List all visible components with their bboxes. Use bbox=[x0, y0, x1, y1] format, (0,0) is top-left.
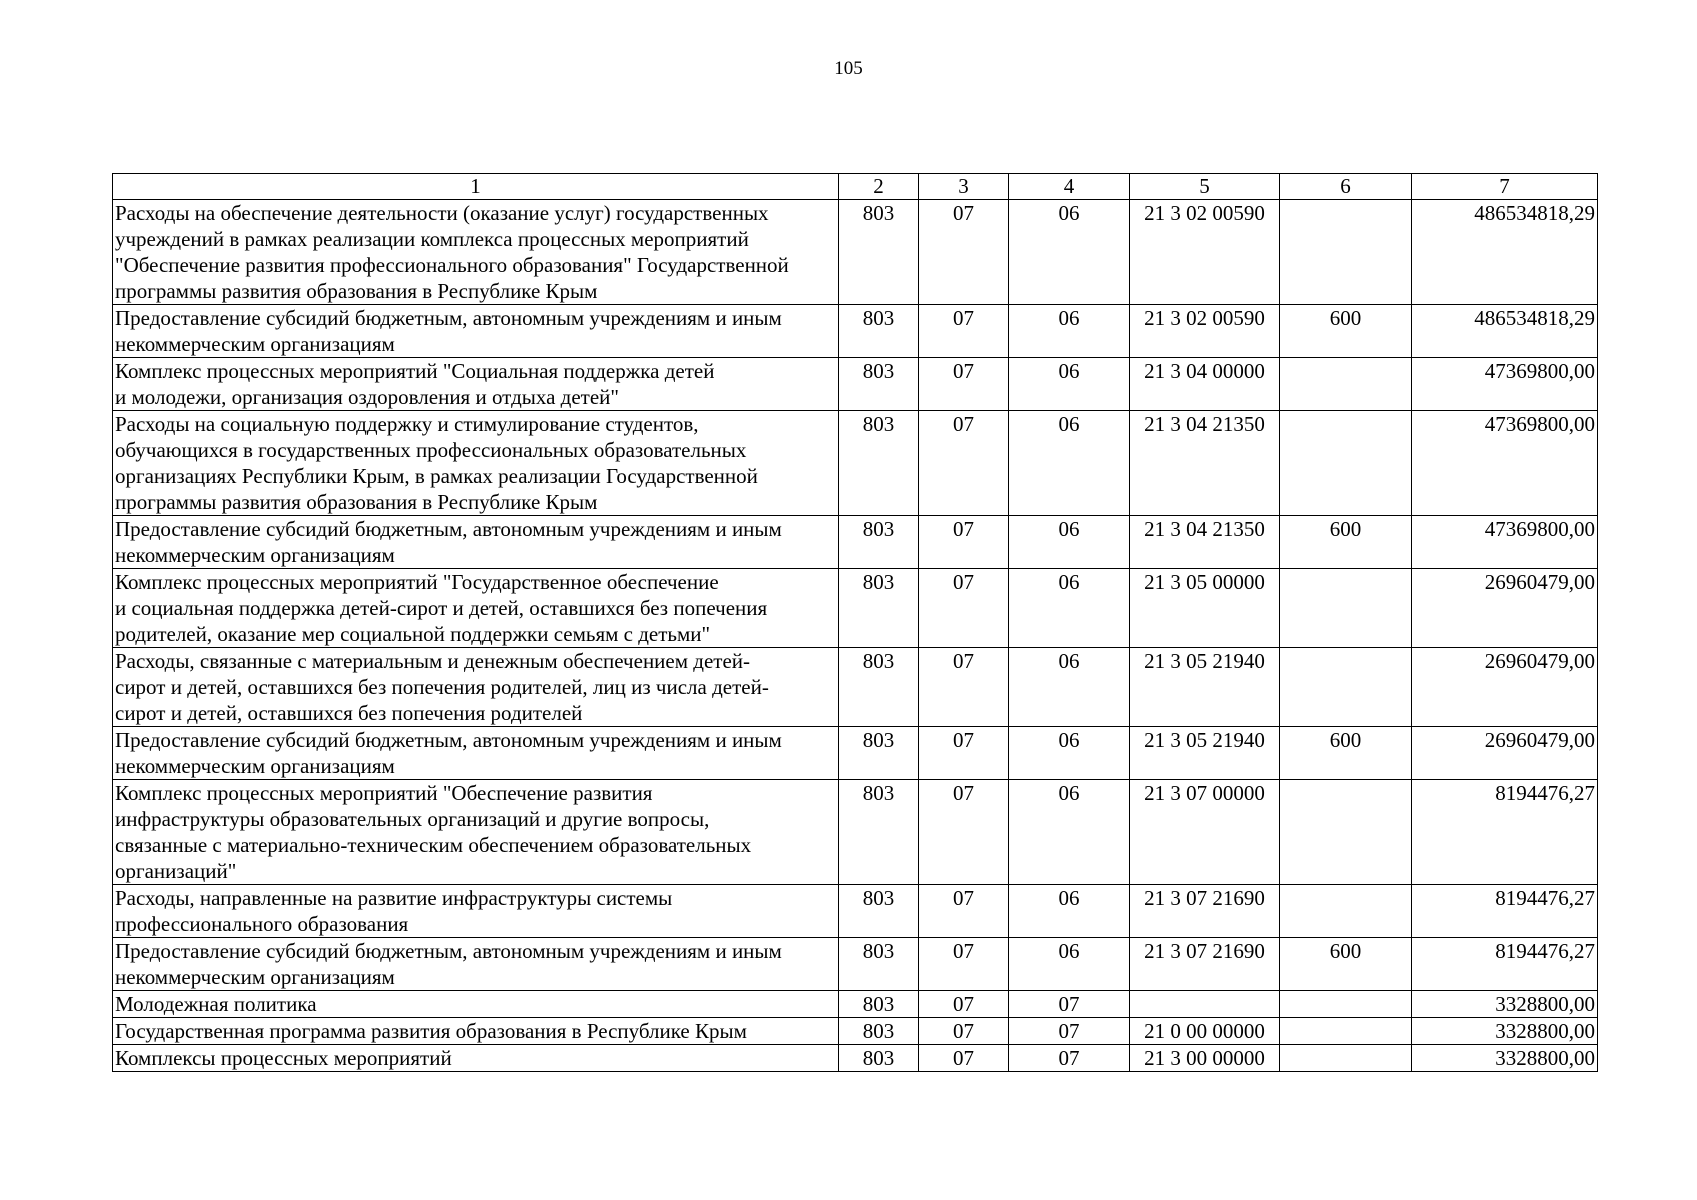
cell-amount: 486534818,29 bbox=[1412, 200, 1598, 305]
cell-ministry-code: 803 bbox=[839, 305, 919, 358]
cell-expense-type bbox=[1280, 569, 1412, 648]
cell-ministry-code: 803 bbox=[839, 411, 919, 516]
cell-amount: 26960479,00 bbox=[1412, 569, 1598, 648]
table-row bbox=[113, 727, 1598, 780]
row-description: Расходы на социальную поддержку и стимулирование студентов, обучающихся в государственных профессиональных образовательных организациях Республики Крым, в рамках реализации Государственной программы развития образования в Республике Крым bbox=[113, 411, 839, 516]
cell-subsection: 07 bbox=[1009, 1045, 1130, 1072]
page-number: 105 bbox=[834, 58, 863, 79]
table-row bbox=[113, 305, 1598, 358]
table-row bbox=[113, 358, 1598, 411]
column-header: 4 bbox=[1009, 174, 1130, 200]
cell-amount: 26960479,00 bbox=[1412, 648, 1598, 727]
cell-target-article: 21 3 05 21940 bbox=[1130, 648, 1280, 727]
cell-target-article: 21 3 05 00000 bbox=[1130, 569, 1280, 648]
cell-subsection: 06 bbox=[1009, 411, 1130, 516]
cell-section: 07 bbox=[919, 358, 1009, 411]
cell-expense-type: 600 bbox=[1280, 305, 1412, 358]
cell-expense-type: 600 bbox=[1280, 516, 1412, 569]
table-row bbox=[113, 648, 1598, 727]
cell-subsection: 06 bbox=[1009, 516, 1130, 569]
cell-expense-type bbox=[1280, 358, 1412, 411]
cell-subsection: 07 bbox=[1009, 991, 1130, 1018]
cell-subsection: 06 bbox=[1009, 885, 1130, 938]
cell-ministry-code: 803 bbox=[839, 569, 919, 648]
cell-section: 07 bbox=[919, 411, 1009, 516]
cell-target-article: 21 3 04 21350 bbox=[1130, 411, 1280, 516]
row-description: Комплекс процессных мероприятий "Социальная поддержка детей и молодежи, организация оздоровления и отдыха детей" bbox=[113, 358, 839, 411]
row-description: Предоставление субсидий бюджетным, автономным учреждениям и иным некоммерческим организациям bbox=[113, 516, 839, 569]
cell-amount: 3328800,00 bbox=[1412, 1045, 1598, 1072]
cell-expense-type: 600 bbox=[1280, 938, 1412, 991]
column-header: 6 bbox=[1280, 174, 1412, 200]
table-row bbox=[113, 1045, 1598, 1072]
row-description: Комплекс процессных мероприятий "Обеспечение развития инфраструктуры образовательных организаций и другие вопросы, связанные с материально-техническим обеспечением образовательных организаций" bbox=[113, 780, 839, 885]
row-description: Расходы, связанные с материальным и денежным обеспечением детей- сирот и детей, оставшихся без попечения родителей, лиц из числа детей- сирот и детей, оставшихся без попечения родителей bbox=[113, 648, 839, 727]
cell-amount: 47369800,00 bbox=[1412, 411, 1598, 516]
cell-target-article: 21 3 04 00000 bbox=[1130, 358, 1280, 411]
cell-subsection: 06 bbox=[1009, 727, 1130, 780]
cell-subsection: 07 bbox=[1009, 1018, 1130, 1045]
table-row bbox=[113, 885, 1598, 938]
cell-amount: 3328800,00 bbox=[1412, 991, 1598, 1018]
cell-amount: 8194476,27 bbox=[1412, 938, 1598, 991]
table-row bbox=[113, 938, 1598, 991]
cell-amount: 8194476,27 bbox=[1412, 780, 1598, 885]
cell-section: 07 bbox=[919, 516, 1009, 569]
cell-target-article: 21 3 02 00590 bbox=[1130, 305, 1280, 358]
row-description: Расходы, направленные на развитие инфраструктуры системы профессионального образования bbox=[113, 885, 839, 938]
table-header-row bbox=[113, 174, 1598, 200]
cell-ministry-code: 803 bbox=[839, 727, 919, 780]
cell-section: 07 bbox=[919, 727, 1009, 780]
cell-section: 07 bbox=[919, 885, 1009, 938]
cell-section: 07 bbox=[919, 305, 1009, 358]
table-row bbox=[113, 780, 1598, 885]
column-header: 3 bbox=[919, 174, 1009, 200]
cell-ministry-code: 803 bbox=[839, 938, 919, 991]
row-description: Государственная программа развития образования в Республике Крым bbox=[113, 1018, 839, 1045]
cell-subsection: 06 bbox=[1009, 648, 1130, 727]
cell-section: 07 bbox=[919, 780, 1009, 885]
cell-section: 07 bbox=[919, 569, 1009, 648]
table-row bbox=[113, 516, 1598, 569]
cell-ministry-code: 803 bbox=[839, 991, 919, 1018]
cell-subsection: 06 bbox=[1009, 780, 1130, 885]
cell-section: 07 bbox=[919, 991, 1009, 1018]
table-row bbox=[113, 200, 1598, 305]
table-row bbox=[113, 411, 1598, 516]
cell-section: 07 bbox=[919, 938, 1009, 991]
cell-subsection: 06 bbox=[1009, 200, 1130, 305]
cell-target-article: 21 0 00 00000 bbox=[1130, 1018, 1280, 1045]
cell-ministry-code: 803 bbox=[839, 1018, 919, 1045]
cell-expense-type bbox=[1280, 1045, 1412, 1072]
cell-amount: 8194476,27 bbox=[1412, 885, 1598, 938]
column-header: 1 bbox=[113, 174, 839, 200]
row-description: Предоставление субсидий бюджетным, автономным учреждениям и иным некоммерческим организациям bbox=[113, 305, 839, 358]
cell-subsection: 06 bbox=[1009, 305, 1130, 358]
cell-section: 07 bbox=[919, 200, 1009, 305]
cell-expense-type bbox=[1280, 200, 1412, 305]
column-header: 7 bbox=[1412, 174, 1598, 200]
cell-ministry-code: 803 bbox=[839, 780, 919, 885]
cell-section: 07 bbox=[919, 1018, 1009, 1045]
cell-ministry-code: 803 bbox=[839, 1045, 919, 1072]
cell-section: 07 bbox=[919, 1045, 1009, 1072]
cell-ministry-code: 803 bbox=[839, 358, 919, 411]
table-row bbox=[113, 569, 1598, 648]
cell-expense-type: 600 bbox=[1280, 727, 1412, 780]
budget-table bbox=[112, 173, 1598, 1072]
cell-expense-type bbox=[1280, 885, 1412, 938]
cell-subsection: 06 bbox=[1009, 569, 1130, 648]
cell-amount: 26960479,00 bbox=[1412, 727, 1598, 780]
cell-ministry-code: 803 bbox=[839, 885, 919, 938]
cell-target-article bbox=[1130, 991, 1280, 1018]
table-row bbox=[113, 991, 1598, 1018]
cell-target-article: 21 3 07 00000 bbox=[1130, 780, 1280, 885]
column-header: 5 bbox=[1130, 174, 1280, 200]
cell-ministry-code: 803 bbox=[839, 516, 919, 569]
row-description: Молодежная политика bbox=[113, 991, 839, 1018]
cell-section: 07 bbox=[919, 648, 1009, 727]
cell-amount: 3328800,00 bbox=[1412, 1018, 1598, 1045]
row-description: Комплексы процессных мероприятий bbox=[113, 1045, 839, 1072]
cell-ministry-code: 803 bbox=[839, 648, 919, 727]
cell-target-article: 21 3 05 21940 bbox=[1130, 727, 1280, 780]
cell-expense-type bbox=[1280, 411, 1412, 516]
cell-amount: 47369800,00 bbox=[1412, 516, 1598, 569]
column-header: 2 bbox=[839, 174, 919, 200]
cell-subsection: 06 bbox=[1009, 358, 1130, 411]
table-row bbox=[113, 1018, 1598, 1045]
row-description: Предоставление субсидий бюджетным, автономным учреждениям и иным некоммерческим организациям bbox=[113, 727, 839, 780]
row-description: Комплекс процессных мероприятий "Государственное обеспечение и социальная поддержка детей-сирот и детей, оставшихся без попечения родителей, оказание мер социальной поддержки семьям с детьми" bbox=[113, 569, 839, 648]
row-description: Расходы на обеспечение деятельности (оказание услуг) государственных учреждений в рамках реализации комплекса процессных мероприятий "Обеспечение развития профессионального образования" Государственной программы развития образования в Республике Крым bbox=[113, 200, 839, 305]
cell-target-article: 21 3 00 00000 bbox=[1130, 1045, 1280, 1072]
cell-expense-type bbox=[1280, 991, 1412, 1018]
cell-target-article: 21 3 02 00590 bbox=[1130, 200, 1280, 305]
cell-expense-type bbox=[1280, 1018, 1412, 1045]
cell-amount: 486534818,29 bbox=[1412, 305, 1598, 358]
row-description: Предоставление субсидий бюджетным, автономным учреждениям и иным некоммерческим организациям bbox=[113, 938, 839, 991]
cell-amount: 47369800,00 bbox=[1412, 358, 1598, 411]
cell-ministry-code: 803 bbox=[839, 200, 919, 305]
cell-expense-type bbox=[1280, 780, 1412, 885]
cell-target-article: 21 3 07 21690 bbox=[1130, 885, 1280, 938]
cell-subsection: 06 bbox=[1009, 938, 1130, 991]
cell-expense-type bbox=[1280, 648, 1412, 727]
cell-target-article: 21 3 07 21690 bbox=[1130, 938, 1280, 991]
cell-target-article: 21 3 04 21350 bbox=[1130, 516, 1280, 569]
